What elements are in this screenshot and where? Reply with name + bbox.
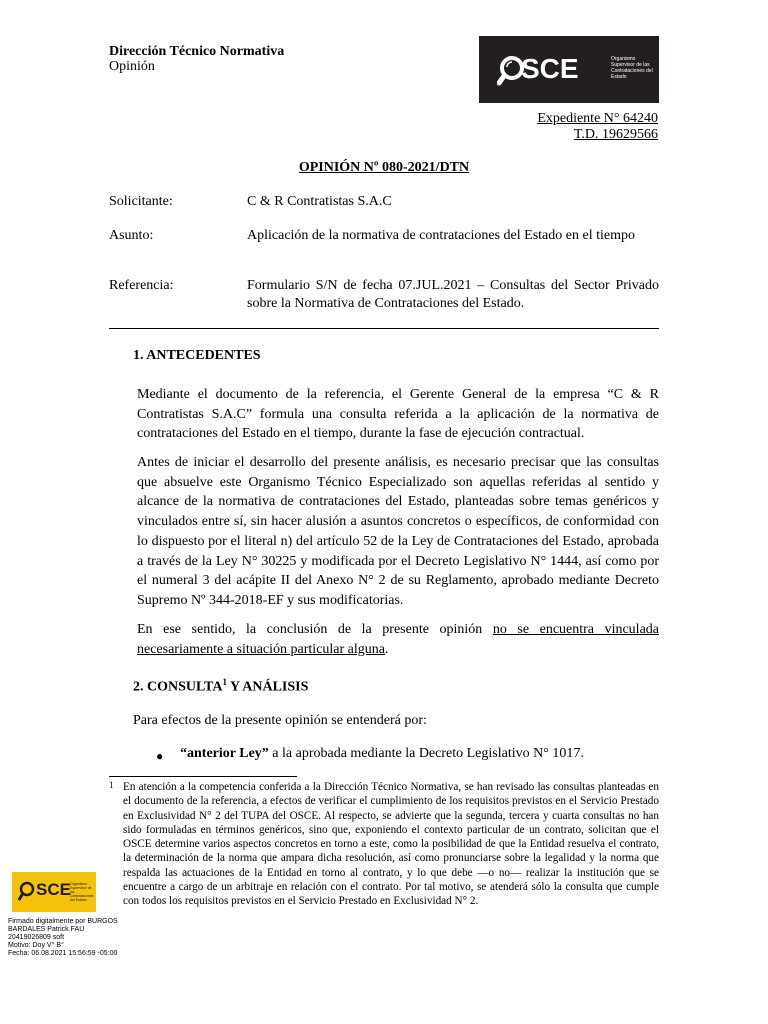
td-number: T.D. 19629566 [573, 127, 658, 142]
definition-item [180, 745, 584, 763]
expediente-number: Expediente N° 64240 [537, 111, 658, 126]
section-heading-consulta [133, 673, 308, 697]
definition-term: “anterior Ley” [180, 746, 269, 761]
asunto-value: Aplicación de la normativa de contrataciones del Estado en el tiempo [247, 228, 635, 243]
heading-text-2: Y ANÁLISIS [226, 679, 309, 695]
bullet-icon: ● [156, 749, 164, 763]
definition-text: a la aprobada mediante la Decreto Legislativo N° 1017. [268, 746, 584, 761]
signature-line: Fecha: 06.08.2021 15:56:59 -05:00 [8, 950, 118, 957]
file-reference [537, 111, 658, 143]
definitions-intro: Para efectos de la presente opinión se entenderá por: [133, 713, 427, 728]
section-heading-antecedentes: 1. ANTECEDENTES [133, 348, 261, 363]
paragraph-antecedentes-2: Antes de iniciar el desarrollo del presente análisis, es necesario precisar que las consultas que absuelve este Organismo Técnico Especializado son aquellas referidas al sentido y alcance de la normativa de contrataciones del Estado, planteadas sobre temas genéricos y vinculados entre sí, sin hacer alusión a asuntos concretos o específicos, de conformidad con lo dispuesto por el literal n) del artículo 52 de la Ley de Contrataciones del Estado, aprobada a través de la Ley N° 30225 y modificada por el Decreto Legislativo N° 1444, así como por el numeral 3 del acápite II del Anexo N° 2 de su Reglamento, aprobado mediante Decreto Supremo Nº 344-2018-EF y sus modificatorias. [137, 455, 659, 608]
magnifier-icon [18, 881, 36, 901]
signature-logo-tagline: Organismo Supervisor de las Contrataciones del Estado [70, 882, 94, 902]
signature-logo-wordmark: SCE [36, 880, 71, 899]
document-type: Opinión [109, 59, 155, 74]
department-name: Dirección Técnico Normativa [109, 44, 285, 59]
footnote [109, 780, 659, 909]
asunto-label: Asunto: [109, 228, 154, 243]
heading-text: 2. CONSULTA [133, 679, 223, 695]
osce-logo [479, 36, 659, 103]
referencia-value: Formulario S/N de fecha 07.JUL.2021 – Consultas del Sector Privado sobre la Normativa de Contrataciones del Estado. [247, 278, 659, 311]
logo-wordmark: SCE [521, 53, 579, 84]
signature-line: Firmado digitalmente por BURGOS [8, 918, 118, 925]
logo-tagline: Organismo Supervisor de las Contrataciones del Estado [611, 56, 653, 80]
footnote-text: En atención a la competencia conferida a la Dirección Técnico Normativa, se han revisado las consultas planteadas en el documento de la referencia, a efectos de verificar el cumplimiento de los requisitos previstos en el Servicio Prestado en Exclusividad N° 2 del TUPA del OSCE. Al respecto, se advierte que la segunda, tercera y cuarta consultas no han sido formuladas en términos genéricos, sino que, exponiendo el contexto particular de un contrato, solicitan que el OSCE determine varios aspectos concretos en torno a este, como la posibilidad de que la Entidad resuelva el contrato, la determinación de la norma que ampara dicha resolución, así como pronunciarse sobre la legalidad y la norma que respalda las actuaciones de la Entidad en torno al contrato, y lo que debe —o no— realizar la institución que se encuentre a cargo de un arbitraje en relación con el contrato. Por tal motivo, se atenderá sólo la consulta que cumple con todos los requisitos previstos en el Servicio Prestado en Exclusividad N° 2. [123, 781, 659, 908]
signature-line: 20419026809 soft [8, 934, 65, 941]
underlined-text: no se encuentra vinculada necesariamente a situación particular alguna [137, 622, 659, 657]
referencia-label: Referencia: [109, 278, 174, 293]
solicitante-label: Solicitante: [109, 194, 173, 209]
digital-signature-text [8, 918, 118, 958]
header-divider [109, 328, 659, 329]
solicitante-value: C & R Contratistas S.A.C [247, 194, 392, 209]
paragraph-antecedentes-1: Mediante el documento de la referencia, el Gerente General de la empresa “C & R Contratistas S.A.C” formula una consulta referida a la aplicación de la normativa de contrataciones del Estado en el tiempo, durante la fase de ejecución contractual. [137, 387, 659, 442]
paragraph-antecedentes-3 [137, 620, 659, 659]
opinion-title: OPINIÓN Nº 080-2021/DTN [298, 160, 470, 175]
footnote-divider [109, 776, 297, 777]
paragraph-text: En ese sentido, la conclusión de la presente opinión [137, 622, 493, 637]
paragraph-end: . [385, 641, 389, 657]
footnote-number: 1 [109, 780, 114, 790]
footnote-ref: 1 [222, 677, 227, 687]
signature-logo [12, 872, 96, 912]
signature-line: BARDALES Patrick FAU [8, 926, 85, 933]
signature-line: Motivo: Doy V° B° [8, 942, 64, 949]
